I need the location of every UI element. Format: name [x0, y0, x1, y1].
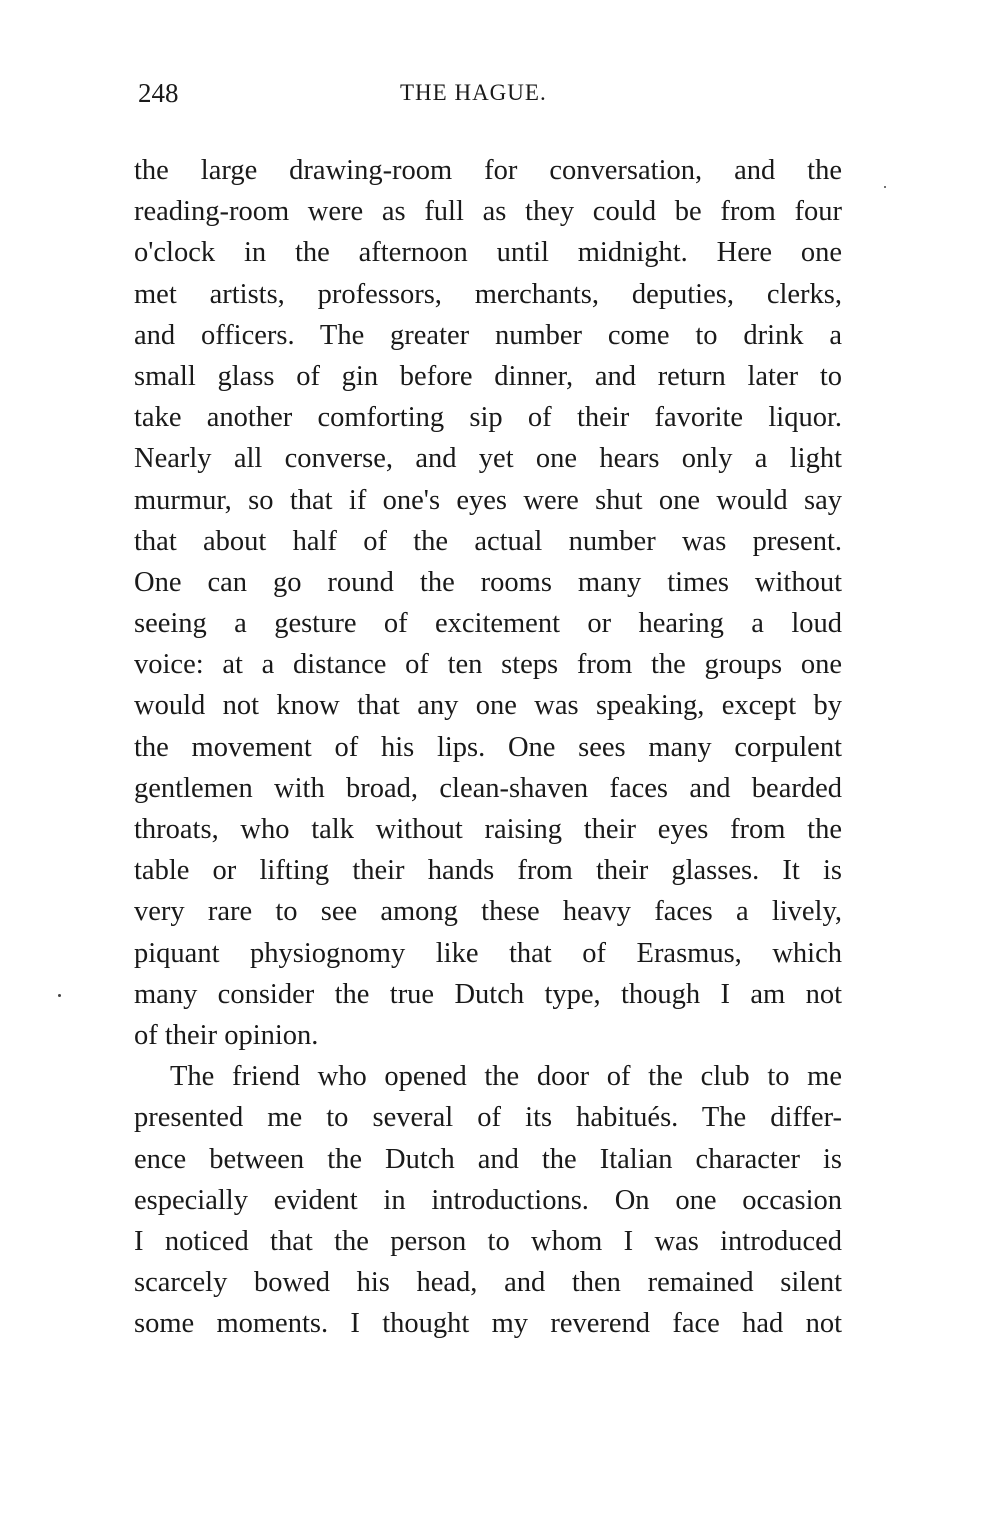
running-title: THE HAGUE.: [400, 80, 547, 105]
text-line: would not know that any one was speaking, except by: [134, 690, 842, 722]
paragraph-2: [134, 1056, 842, 1344]
paragraph-1: [134, 150, 842, 1056]
text-line: many consider the true Dutch type, though I am not: [134, 978, 842, 1010]
text-line: Nearly all converse, and yet one hears only a light: [134, 443, 842, 475]
text-line: table or lifting their hands from their glasses. It is: [134, 855, 842, 887]
text-line: the large drawing-room for conversation, and the: [134, 155, 842, 186]
scan-speck: [884, 186, 886, 188]
text-line: especially evident in introductions. On one occasion: [134, 1184, 842, 1216]
text-line: seeing a gesture of excitement or hearing a loud: [134, 608, 842, 640]
text-line: and officers. The greater number come to drink a: [134, 319, 842, 351]
scan-speck: [58, 994, 61, 997]
text-line: of their opinion.: [134, 1019, 319, 1051]
text-line: gentlemen with broad, clean-shaven faces and bearded: [134, 772, 842, 804]
text-line: take another comforting sip of their favorite liquor.: [134, 402, 842, 434]
text-line: the movement of his lips. One sees many corpulent: [134, 731, 842, 763]
page-number: 248: [138, 78, 179, 108]
text-line: that about half of the actual number was present.: [134, 525, 842, 557]
text-line: presented me to several of its habitués. The differ-: [134, 1102, 842, 1134]
text-line: piquant physiognomy like that of Erasmus, which: [134, 937, 842, 969]
text-line: small glass of gin before dinner, and return later to: [134, 360, 842, 392]
running-head: [138, 78, 842, 114]
text-line: I noticed that the person to whom I was introduced: [134, 1225, 842, 1257]
text-line: some moments. I thought my reverend face had not: [134, 1308, 842, 1340]
text-line: The friend who opened the door of the club to me: [170, 1061, 842, 1093]
text-line: voice: at a distance of ten steps from the groups one: [134, 649, 842, 681]
text-line: murmur, so that if one's eyes were shut one would say: [134, 484, 842, 516]
body-text: [134, 150, 842, 1344]
text-line: very rare to see among these heavy faces a lively,: [134, 896, 842, 928]
text-line: reading-room were as full as they could be from four: [134, 196, 842, 228]
text-line: throats, who talk without raising their eyes from the: [134, 814, 842, 845]
text-line: o'clock in the afternoon until midnight. Here one: [134, 237, 842, 269]
text-line: met artists, professors, merchants, deputies, clerks,: [134, 278, 842, 310]
text-line: ence between the Dutch and the Italian character is: [134, 1143, 842, 1175]
text-line: scarcely bowed his head, and then remained silent: [134, 1267, 842, 1299]
text-line: One can go round the rooms many times without: [134, 566, 842, 598]
